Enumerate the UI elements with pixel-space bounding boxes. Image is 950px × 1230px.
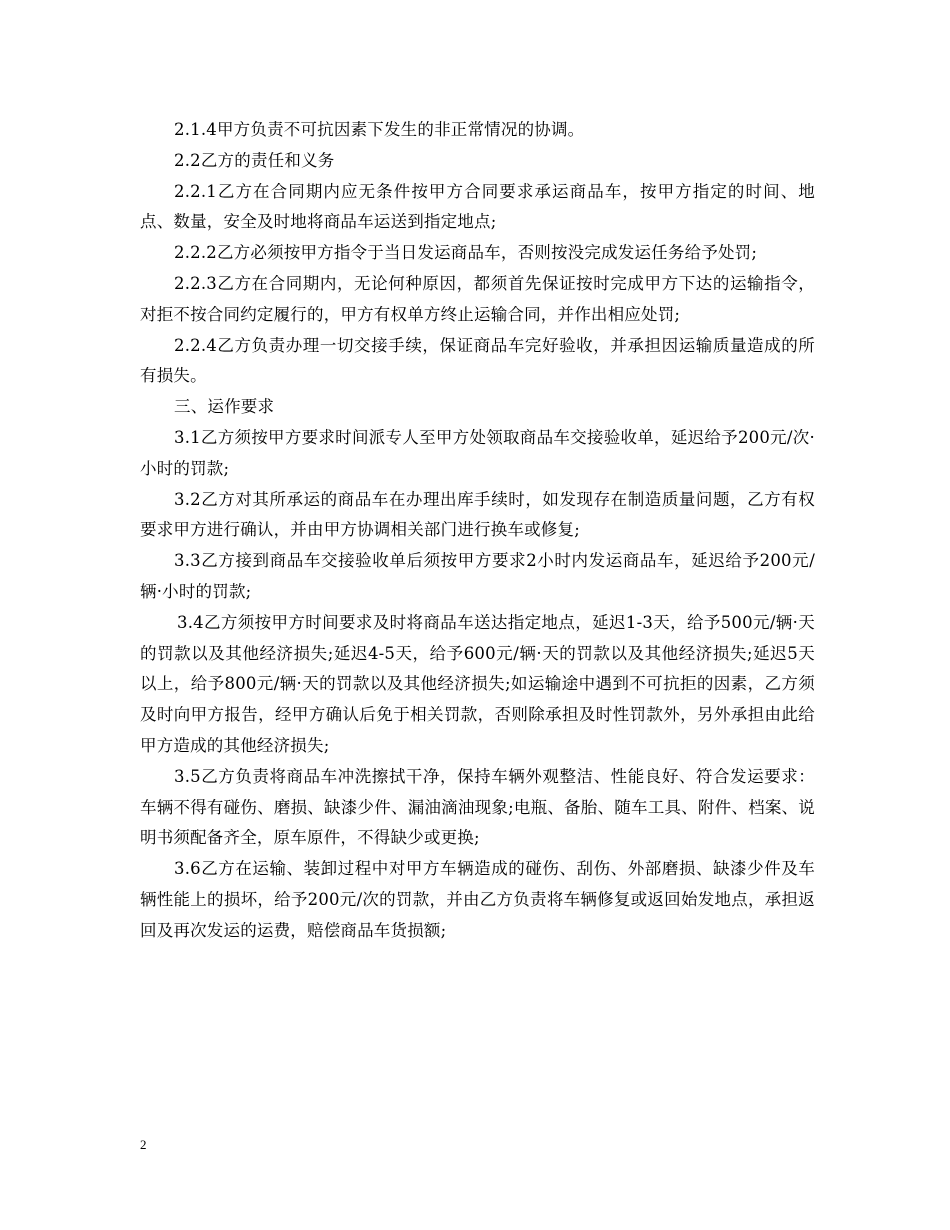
paragraph-3-2: 3.2乙方对其所承运的商品车在办理出库手续时，如发现存在制造质量问题，乙方有权要求甲方进行确认，并由甲方协调相关部门进行换车或修复; xyxy=(140,489,815,540)
paragraph-2-2-3: 2.2.3乙方在合同期内，无论何种原因，都须首先保证按时完成甲方下达的运输指令，对拒不按合同约定履行的，甲方有权单方终止运输合同，并作出相应处罚; xyxy=(140,273,815,324)
paragraph-2-2-1: 2.2.1乙方在合同期内应无条件按甲方合同要求承运商品车，按甲方指定的时间、地点、数量，安全及时地将商品车运送到指定地点; xyxy=(140,181,815,232)
paragraph-2-2-2: 2.2.2乙方必须按甲方指令于当日发运商品车，否则按没完成发运任务给予处罚; xyxy=(174,243,758,263)
heading-section-3: 三、运作要求 xyxy=(174,397,275,417)
document-body xyxy=(140,115,815,947)
paragraph-3-1: 3.1乙方须按甲方要求时间派专人至甲方处领取商品车交接验收单，延迟给予200元/次·小时的罚款; xyxy=(140,427,815,478)
paragraph-3-5: 3.5乙方负责将商品车冲洗擦拭干净，保持车辆外观整洁、性能良好、符合发运要求：车辆不得有碰伤、磨损、缺漆少件、漏油滴油现象;电瓶、备胎、随车工具、附件、档案、说明书须配备齐全，原车原件，不得缺少或更换; xyxy=(140,766,815,848)
heading-2-2: 2.2乙方的责任和义务 xyxy=(174,150,335,170)
paragraph-2-2-4: 2.2.4乙方负责办理一切交接手续，保证商品车完好验收，并承担因运输质量造成的所有损失。 xyxy=(140,335,815,386)
page-number: 2 xyxy=(140,1137,147,1152)
paragraph-3-6: 3.6乙方在运输、装卸过程中对甲方车辆造成的碰伤、刮伤、外部磨损、缺漆少件及车辆性能上的损坏，给予200元/次的罚款，并由乙方负责将车辆修复或返回始发地点，承担返回及再次发运的运费，赔偿商品车货损额; xyxy=(140,859,815,940)
paragraph-2-1-4: 2.1.4甲方负责不可抗因素下发生的非正常情况的协调。 xyxy=(174,120,585,139)
paragraph-3-3: 3.3乙方接到商品车交接验收单后须按甲方要求2小时内发运商品车，延迟给予200元/辆·小时的罚款; xyxy=(140,551,815,601)
paragraph-3-4: 3.4乙方须按甲方时间要求及时将商品车送达指定地点，延迟1-3天，给予500元/辆·天的罚款以及其他经济损失;延迟4-5天，给予600元/辆·天的罚款以及其他经济损失;延迟5天以上，给予800元/辆·天的罚款以及其他经济损失;如运输途中遇到不可抗拒的因素，乙方须及时向甲方报告，经甲方确认后免于相关罚款，否则除承担及时性罚款外，另外承担由此给甲方造成的其他经济损失; xyxy=(140,612,815,755)
